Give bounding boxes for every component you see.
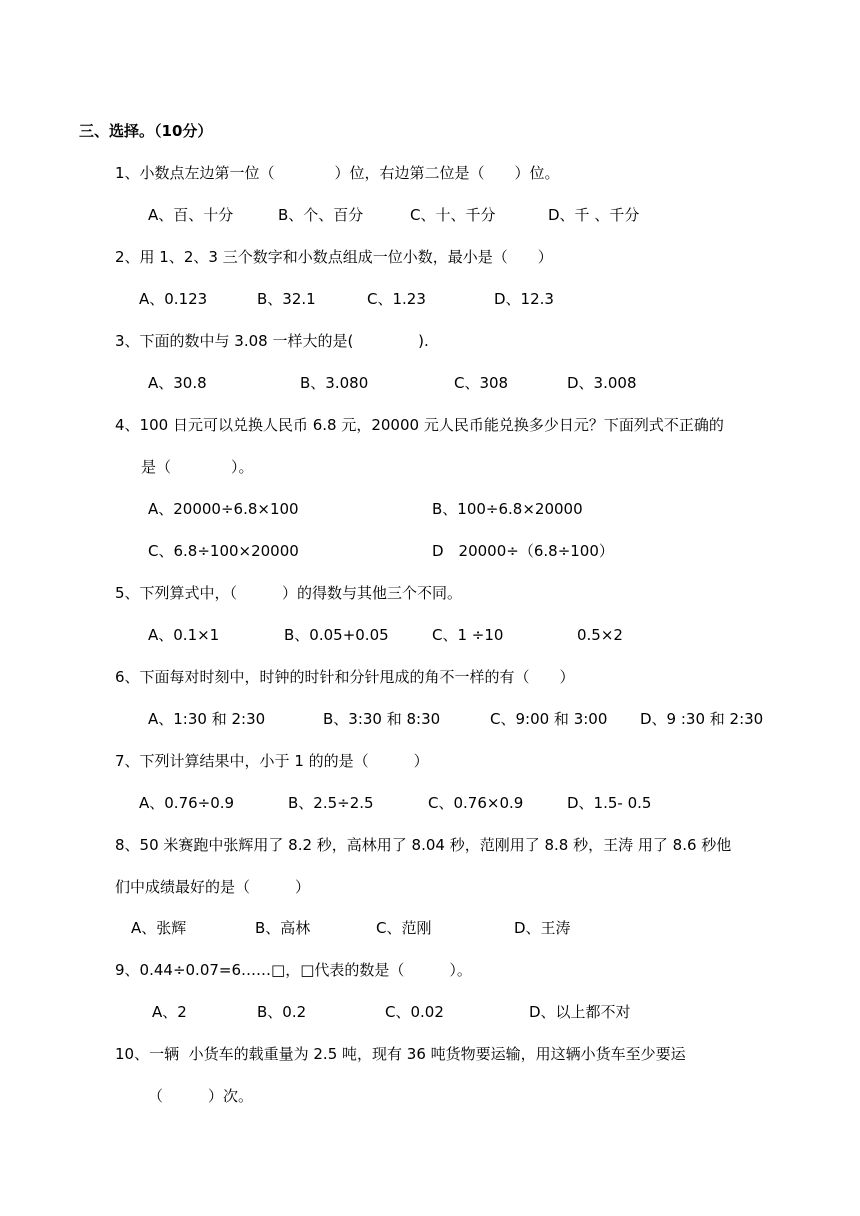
question-7: 7、下列计算结果中，小于 1 的的是（ ） [115,752,429,770]
q3-option-c: C、308 [454,374,509,392]
q2-option-a: A、0.123 [139,290,208,308]
q6-option-d: D、9 :30 和 2:30 [640,710,764,728]
q9-option-d: D、以上都不对 [529,1003,631,1021]
q7-option-d: D、1.5- 0.5 [567,794,652,812]
q9-option-c: C、0.02 [385,1003,444,1021]
q9-option-a: A、2 [152,1003,187,1021]
q1-option-c: C、十、千分 [410,206,496,224]
q8-option-d: D、王涛 [514,919,571,937]
q5-option-c: C、1 ÷10 [432,626,504,644]
q5-option-b: B、0.05+0.05 [284,626,389,644]
q9-option-b: B、0.2 [257,1003,307,1021]
q8-option-c: C、范刚 [376,919,432,937]
question-10-line-1: 10、一辆 小货车的载重量为 2.5 吨，现有 36 吨货物要运输，用这辆小货车至少要运 [115,1045,686,1063]
q1-option-d: D、千 、千分 [548,206,640,224]
question-4-line-2: 是（ ）。 [141,458,254,476]
question-8-line-1: 8、50 米赛跑中张辉用了 8.2 秒，高林用了 8.04 秒，范刚用了 8.8 秒，王涛 用了 8.6 秒他 [115,836,732,854]
q7-option-c: C、0.76×0.9 [428,794,524,812]
q7-option-a: A、0.76÷0.9 [139,794,235,812]
question-2: 2、用 1、2、3 三个数字和小数点组成一位小数，最小是（ ） [115,248,553,266]
section-title: 三、选择。（10分） [79,122,213,140]
question-1: 1、小数点左边第一位（ ）位，右边第二位是（ ）位。 [115,164,560,182]
question-6: 6、下面每对时刻中，时钟的时针和分针甩成的角不一样的有（ ） [115,668,575,686]
q8-option-a: A、张辉 [131,919,187,937]
q8-option-b: B、高林 [255,919,311,937]
q1-option-b: B、个、百分 [278,206,364,224]
q2-option-d: D、12.3 [494,290,554,308]
question-3: 3、下面的数中与 3.08 一样大的是( ). [115,332,429,350]
q7-option-b: B、2.5÷2.5 [288,794,374,812]
q5-option-a: A、0.1×1 [148,626,220,644]
q5-option-d: 0.5×2 [577,626,623,644]
q4-option-d: D 20000÷（6.8÷100） [432,542,614,560]
question-9: 9、0.44÷0.07=6……□，□代表的数是（ ）。 [115,961,472,979]
q3-option-b: B、3.080 [300,374,369,392]
q3-option-a: A、30.8 [148,374,207,392]
question-10-line-2: （ ）次。 [148,1087,254,1105]
question-5: 5、下列算式中，（ ）的得数与其他三个不同。 [115,584,463,602]
q4-option-a: A、20000÷6.8×100 [148,500,299,518]
q4-option-b: B、100÷6.8×20000 [432,500,583,518]
q2-option-b: B、32.1 [257,290,316,308]
q6-option-c: C、9:00 和 3:00 [490,710,608,728]
q3-option-d: D、3.008 [567,374,637,392]
q1-option-a: A、百、十分 [148,206,234,224]
question-8-line-2: 们中成绩最好的是（ ） [115,878,311,896]
q2-option-c: C、1.23 [367,290,426,308]
q6-option-a: A、1:30 和 2:30 [148,710,266,728]
q6-option-b: B、3:30 和 8:30 [323,710,441,728]
q4-option-c: C、6.8÷100×20000 [148,542,299,560]
question-4-line-1: 4、100 日元可以兑换人民币 6.8 元，20000 元人民币能兑换多少日元？下面列式不正确的 [115,416,724,434]
